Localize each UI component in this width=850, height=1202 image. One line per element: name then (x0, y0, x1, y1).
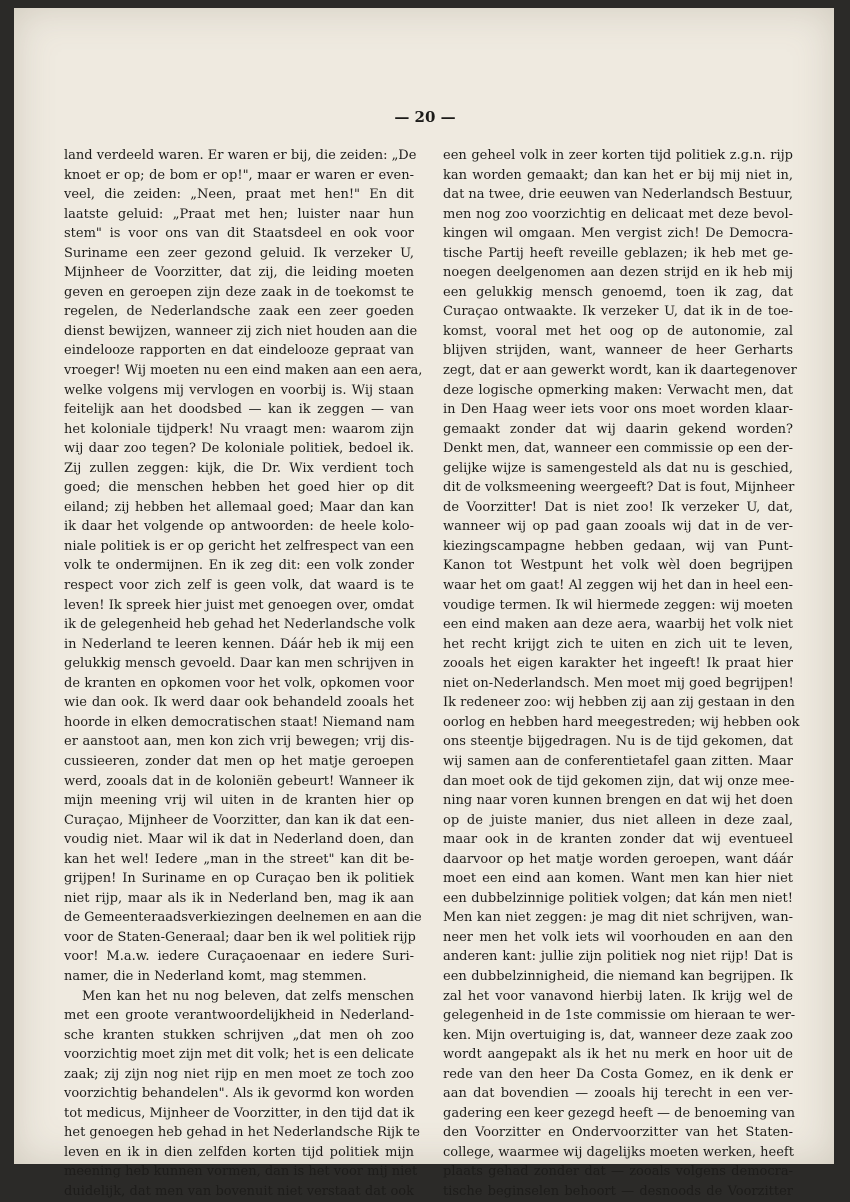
text-line: dan moet ook de tijd gekomen zijn, dat wij onze mee- (443, 773, 795, 789)
text-line: volk te ondermijnen. En ik zeg dit: een volk zonder (64, 558, 414, 574)
text-line: cussieeren, zonder dat men op het matje geroepen (64, 753, 414, 769)
text-line: oorlog en hebben hard meegestreden; wij hebben ook (443, 714, 800, 730)
text-line: kingen wil omgaan. Men vergist zich! De Democra- (443, 226, 793, 242)
text-line: eiland; zij hebben het allemaal goed; Maar dan kan (64, 499, 414, 515)
text-line: tot medicus, Mijnheer de Voorzitter, in den tijd dat ik (64, 1105, 415, 1121)
text-line: daarvoor op het matje worden geroepen, want dáár (443, 851, 793, 867)
right-text-column (443, 146, 800, 1202)
text-line: Ik redeneer zoo: wij hebben zij aan zij gestaan in den (443, 695, 795, 711)
text-line: niet rijp, maar als ik in Nederland ben, mag ik aan (64, 890, 414, 906)
text-line: tische beginselen behoort — desnoods de Voorzitter (443, 1183, 793, 1199)
text-line: college, waarmee wij dagelijks moeten werken, heeft (443, 1144, 794, 1160)
text-line: het genoegen heb gehad in het Nederlandsche Rijk te (64, 1125, 421, 1141)
text-line: Suriname een zeer gezond geluid. Ik verzeker U, (64, 245, 414, 261)
text-line: zaak; zij zijn nog niet rijp en men moet ze toch zoo (64, 1066, 414, 1082)
text-line: veel, die zeiden: „Neen, praat met hen!" En dit (64, 187, 414, 203)
text-line: Men kan het nu nog beleven, dat zelfs menschen (82, 988, 414, 1004)
text-line: een eind maken aan deze aera, waarbij het volk niet (443, 617, 793, 633)
text-line: duidelijk, dat men van bovenuit niet verstaat dat ook (64, 1183, 414, 1199)
text-line: gelegenheid in de 1ste commissie om hieraan te wer- (443, 1008, 796, 1024)
text-line: Mijnheer de Voorzitter, dat zij, die leiding moeten (64, 265, 414, 281)
text-line: neer men het volk iets wil voorhouden en aan den (443, 929, 793, 945)
text-line: men nog zoo voorzichtig en delicaat met deze bevol- (443, 206, 793, 222)
text-line: gelijke wijze is samengesteld als dat nu is geschied, (443, 460, 793, 476)
text-line: kan het wel! Iedere „man in the street" kan dit be- (64, 851, 414, 867)
text-line: waar het om gaat! Al zeggen wij het dan in heel een- (443, 578, 793, 594)
text-line: geven en geroepen zijn deze zaak in de toekomst te (64, 284, 414, 300)
text-line: op de juiste manier, dus niet alleen in deze zaal, (443, 812, 793, 828)
text-line: wordt aangepakt als ik het nu merk en hoor uit de (443, 1047, 793, 1063)
text-line: mijn meening vrij wil uiten in de kranten hier op (64, 793, 414, 809)
text-line: ik de gelegenheid heb gehad het Nederlandsche volk (64, 617, 416, 633)
text-line: het recht krijgt zich te uiten en zich uit te leven, (443, 636, 793, 652)
text-line: gadering een keer gezegd heeft — de benoeming van (443, 1105, 796, 1121)
text-line: voor de Staten-Generaal; daar ben ik wel politiek rijp (64, 929, 416, 945)
text-line: wij samen aan de conferentietafel gaan zitten. Maar (443, 753, 793, 769)
text-line: Denkt men, dat, wanneer een commissie op een der- (443, 441, 793, 457)
text-line: laatste geluid: „Praat met hen; luister naar hun (64, 206, 414, 222)
text-line: hoorde in elken democratischen staat! Niemand nam (64, 714, 415, 730)
text-line: tische Partij heeft reveille geblazen; ik heb met ge- (443, 245, 793, 261)
text-line: meening heb kunnen vormen, dan is het voor mij niet (64, 1164, 418, 1180)
text-line: Kanon tot Westpunt het volk wèl doen begrijpen (443, 558, 793, 574)
text-line: sche kranten stukken schrijven „dat men oh zoo (64, 1027, 414, 1043)
text-line: aan dat bovendien — zooals hij terecht in een ver- (443, 1086, 793, 1102)
text-line: welke volgens mij vervlogen en voorbij is. Wij staan (64, 382, 414, 398)
text-line: noegen deelgenomen aan dezen strijd en ik heb mij (443, 265, 793, 281)
text-line: namer, die in Nederland komt, mag stemmen. (64, 968, 367, 984)
text-line: vroeger! Wij moeten nu een eind maken aan een aera, (64, 363, 423, 379)
text-line: eindelooze rapporten en dat eindelooze gepraat van (64, 343, 414, 359)
text-line: maar ook in de kranten zonder dat wij eventueel (443, 832, 793, 848)
text-line: ken. Mijn overtuiging is, dat, wanneer deze zaak zoo (443, 1027, 793, 1043)
text-line: dit de volksmeening weergeeft? Dat is fout, Mijnheer (443, 480, 795, 496)
text-line: knoet er op; de bom er op!", maar er waren er even- (64, 167, 414, 183)
text-line: regelen, de Nederlandsche zaak een zeer goeden (64, 304, 414, 320)
text-line: een dubbelzinnige politiek volgen; dat kán men niet! (443, 890, 793, 906)
text-line: Curaçao ontwaakte. Ik verzeker U, dat ik in de toe- (443, 304, 793, 320)
text-line: kiezingscampagne hebben gedaan, wij van Punt- (443, 538, 793, 554)
text-line: komst, vooral met het oog op de autonomie, zal (443, 323, 793, 339)
text-line: blijven strijden, want, wanneer de heer Gerharts (443, 343, 793, 359)
page-number: — 20 — (394, 108, 456, 126)
text-line: moet een eind aan komen. Want men kan hier niet (443, 871, 793, 887)
text-line: grijpen! In Suriname en op Curaçao ben ik politiek (64, 871, 414, 887)
text-line: plaats gehad zonder dat — zooals volgens democra- (443, 1164, 793, 1180)
text-line: dat na twee, drie eeuwen van Nederlandsch Bestuur, (443, 187, 794, 203)
text-line: rede van den heer Da Costa Gomez, en ik denk er (443, 1066, 793, 1082)
text-line: er aanstoot aan, men kon zich vrij bewegen; vrij dis- (64, 734, 414, 750)
text-line: in Nederland te leeren kennen. Dáár heb ik mij een (64, 636, 414, 652)
text-line: voorzichtig behandelen". Als ik gevormd kon worden (64, 1086, 414, 1102)
text-line: anderen kant: jullie zijn politiek nog niet rijp! Dat is (443, 949, 793, 965)
text-line: land verdeeld waren. Er waren er bij, die zeiden: „De (64, 148, 417, 163)
text-line: met een groote verantwoordelijkheid in Nederland- (64, 1008, 414, 1024)
text-line: ons steentje bijgedragen. Nu is de tijd gekomen, dat (443, 734, 793, 750)
text-line: de kranten en opkomen voor het volk, opkomen voor (64, 675, 414, 691)
text-line: niet on-Nederlandsch. Men moet mij goed begrijpen! (443, 675, 794, 691)
text-line: een gelukkig mensch genoemd, toen ik zag, dat (443, 284, 793, 300)
text-line: voudig niet. Maar wil ik dat in Nederland doen, dan (64, 832, 414, 848)
text-line: deze logische opmerking maken: Verwacht men, dat (443, 382, 793, 398)
text-line: Men kan niet zeggen: je mag dit niet schrijven, wan- (443, 910, 793, 926)
text-line: wij daar zoo tegen? De koloniale politiek, bedoel ik. (64, 441, 414, 457)
text-line: leven! Ik spreek hier juist met genoegen over, omdat (64, 597, 414, 613)
text-line: voorzichtig moet zijn met dit volk; het is een delicate (64, 1047, 414, 1063)
text-line: niale politiek is er op gericht het zelfrespect van een (64, 538, 414, 554)
text-line: dienst bewijzen, wanneer zij zich niet houden aan die (64, 323, 418, 339)
text-line: stem" is voor ons van dit Staatsdeel en ook voor (64, 226, 414, 242)
text-line: de Voorzitter! Dat is niet zoo! Ik verzeker U, dat, (443, 499, 793, 515)
text-line: zal het voor vanavond hierbij laten. Ik krijg wel de (443, 988, 793, 1004)
text-line: zegt, dat er aan gewerkt wordt, kan ik daartegenover (443, 363, 797, 379)
text-line: voudige termen. Ik wil hiermede zeggen: wij moeten (443, 597, 793, 613)
text-line: ik daar het volgende op antwoorden: de heele kolo- (64, 519, 414, 535)
text-line: een geheel volk in zeer korten tijd politiek z.g.n. rijp (443, 148, 793, 163)
text-line: wanneer wij op pad gaan zooals wij dat in de ver- (443, 519, 793, 535)
text-line: ning naar voren kunnen brengen en dat wij het doen (443, 793, 793, 809)
text-line: voor! M.a.w. iedere Curaçaoenaar en iedere Suri- (64, 949, 414, 965)
text-line: gemaakt zonder dat wij daarin gekend worden? (443, 421, 793, 437)
text-line: gelukkig mensch gevoeld. Daar kan men schrijven in (64, 656, 414, 672)
text-line: zooals het eigen karakter het ingeeft! Ik praat hier (443, 656, 793, 672)
text-line: wie dan ook. Ik werd daar ook behandeld zooals het (64, 695, 414, 711)
text-line: feitelijk aan het doodsbed — kan ik zeggen — van (64, 402, 414, 418)
text-line: respect voor zich zelf is geen volk, dat waard is te (64, 578, 414, 594)
text-line: Zij zullen zeggen: kijk, die Dr. Wix verdient toch (64, 460, 414, 476)
text-line: kan worden gemaakt; dan kan het er bij mij niet in, (443, 167, 793, 183)
text-line: een dubbelzinnigheid, die niemand kan begrijpen. Ik (443, 968, 793, 984)
text-line: het koloniale tijdperk! Nu vraagt men: waarom zijn (64, 421, 414, 437)
text-line: werd, zooals dat in de koloniën gebeurt! Wanneer ik (64, 773, 414, 789)
text-line: de Gemeenteraadsverkiezingen deelnemen en aan die (64, 910, 422, 926)
text-line: in Den Haag weer iets voor ons moet worden klaar- (443, 402, 793, 418)
text-line: leven en ik in dien zelfden korten tijd politiek mijn (64, 1144, 414, 1160)
text-line: goed; die menschen hebben het goed hier op dit (64, 480, 414, 496)
text-line: Curaçao, Mijnheer de Voorzitter, dan kan ik dat een- (64, 812, 414, 828)
text-line: den Voorzitter en Ondervoorzitter van het Staten- (443, 1125, 793, 1141)
left-text-column (64, 146, 423, 1202)
